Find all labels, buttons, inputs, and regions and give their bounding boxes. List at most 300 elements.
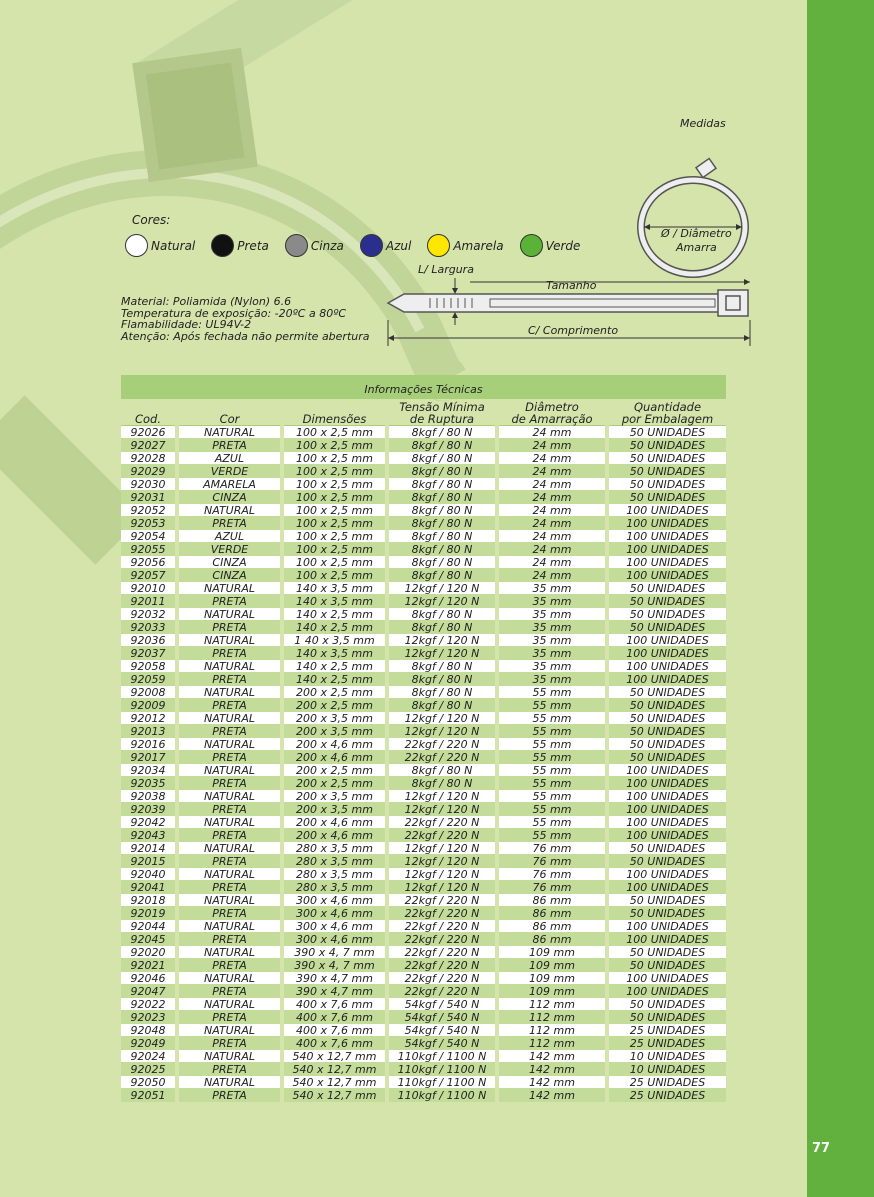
table-cell: 35 mm — [497, 621, 607, 634]
table-cell: 35 mm — [497, 595, 607, 608]
table-cell: 12kgf / 120 N — [387, 868, 497, 881]
table-cell: 92047 — [121, 985, 177, 998]
table-cell: 22kgf / 220 N — [387, 738, 497, 751]
table-row — [121, 959, 726, 972]
table-row — [121, 972, 726, 985]
table-cell: 92039 — [121, 803, 177, 816]
table-cell: AZUL — [177, 452, 282, 465]
color-dot-icon — [285, 234, 308, 257]
table-cell: 8kgf / 80 N — [387, 673, 497, 686]
table-cell: 55 mm — [497, 738, 607, 751]
table-cell: 8kgf / 80 N — [387, 621, 497, 634]
table-cell: 24 mm — [497, 439, 607, 452]
table-cell: 55 mm — [497, 803, 607, 816]
table-cell: NATURAL — [177, 504, 282, 517]
table-cell: 25 UNIDADES — [607, 1076, 726, 1089]
table-cell: 140 x 3,5 mm — [282, 647, 387, 660]
table-cell: 140 x 2,5 mm — [282, 660, 387, 673]
table-header-row — [121, 399, 726, 426]
table-cell: 100 UNIDADES — [607, 933, 726, 946]
table-cell: NATURAL — [177, 1076, 282, 1089]
table-cell: 92033 — [121, 621, 177, 634]
technical-info-table — [121, 375, 726, 1102]
table-cell: PRETA — [177, 725, 282, 738]
table-row — [121, 933, 726, 946]
table-cell: 50 UNIDADES — [607, 998, 726, 1011]
table-cell: 92041 — [121, 881, 177, 894]
color-swatch-cinza — [285, 234, 344, 257]
table-row — [121, 634, 726, 647]
table-cell: 50 UNIDADES — [607, 491, 726, 504]
table-cell: 200 x 4,6 mm — [282, 751, 387, 764]
table-cell: 100 UNIDADES — [607, 660, 726, 673]
table-cell: 200 x 3,5 mm — [282, 803, 387, 816]
table-cell: 100 UNIDADES — [607, 634, 726, 647]
table-cell: 35 mm — [497, 582, 607, 595]
color-label: Amarela — [453, 238, 504, 253]
table-cell: 109 mm — [497, 985, 607, 998]
table-cell: 12kgf / 120 N — [387, 634, 497, 647]
table-cell: 200 x 4,6 mm — [282, 738, 387, 751]
table-cell: 12kgf / 120 N — [387, 855, 497, 868]
table-cell: 92042 — [121, 816, 177, 829]
column-header — [282, 399, 387, 426]
table-cell: NATURAL — [177, 946, 282, 959]
material-specs — [121, 296, 370, 342]
table-row — [121, 530, 726, 543]
table-cell: 25 UNIDADES — [607, 1024, 726, 1037]
table-cell: 50 UNIDADES — [607, 582, 726, 595]
table-cell: 35 mm — [497, 673, 607, 686]
label-medidas: Medidas — [680, 117, 726, 130]
table-cell: 540 x 12,7 mm — [282, 1063, 387, 1076]
table-cell: PRETA — [177, 595, 282, 608]
table-cell: 200 x 4,6 mm — [282, 829, 387, 842]
table-cell: 92044 — [121, 920, 177, 933]
table-cell: 55 mm — [497, 699, 607, 712]
table-cell: 92019 — [121, 907, 177, 920]
column-header-line: Dimensões — [302, 411, 367, 426]
table-cell: 100 UNIDADES — [607, 881, 726, 894]
table-row — [121, 985, 726, 998]
table-cell: NATURAL — [177, 998, 282, 1011]
table-cell: NATURAL — [177, 972, 282, 985]
column-header — [121, 399, 177, 426]
table-cell: 100 x 2,5 mm — [282, 439, 387, 452]
table-cell: 24 mm — [497, 530, 607, 543]
table-cell: NATURAL — [177, 686, 282, 699]
table-cell: 92025 — [121, 1063, 177, 1076]
table-cell: 92057 — [121, 569, 177, 582]
table-body — [121, 426, 726, 1102]
table-row — [121, 504, 726, 517]
table-cell: 92027 — [121, 439, 177, 452]
table-cell: 54kgf / 540 N — [387, 1024, 497, 1037]
table-cell: 92040 — [121, 868, 177, 881]
table-cell: 92018 — [121, 894, 177, 907]
table-row — [121, 660, 726, 673]
table-cell: 540 x 12,7 mm — [282, 1076, 387, 1089]
table-cell: 92011 — [121, 595, 177, 608]
column-header-line: Cor — [219, 411, 240, 426]
table-cell: 12kgf / 120 N — [387, 881, 497, 894]
table-cell: 8kgf / 80 N — [387, 439, 497, 452]
table-cell: 12kgf / 120 N — [387, 647, 497, 660]
table-cell: 50 UNIDADES — [607, 595, 726, 608]
table-cell: PRETA — [177, 855, 282, 868]
table-cell: 55 mm — [497, 751, 607, 764]
table-cell: 8kgf / 80 N — [387, 543, 497, 556]
table-cell: 100 UNIDADES — [607, 517, 726, 530]
table-cell: 55 mm — [497, 790, 607, 803]
table-row — [121, 777, 726, 790]
table-cell: 50 UNIDADES — [607, 842, 726, 855]
table-cell: 86 mm — [497, 894, 607, 907]
table-cell: 92024 — [121, 1050, 177, 1063]
table-cell: 8kgf / 80 N — [387, 504, 497, 517]
table-cell: 24 mm — [497, 569, 607, 582]
table-cell: NATURAL — [177, 920, 282, 933]
column-header-line: de Amarração — [511, 411, 593, 426]
table-cell: 8kgf / 80 N — [387, 517, 497, 530]
table-cell: 12kgf / 120 N — [387, 790, 497, 803]
table-cell: 92048 — [121, 1024, 177, 1037]
table-cell: 100 UNIDADES — [607, 764, 726, 777]
table-row — [121, 686, 726, 699]
table-cell: 22kgf / 220 N — [387, 985, 497, 998]
table-cell: 54kgf / 540 N — [387, 998, 497, 1011]
table-row — [121, 998, 726, 1011]
table-cell: 50 UNIDADES — [607, 465, 726, 478]
table-cell: 12kgf / 120 N — [387, 725, 497, 738]
table-cell: 109 mm — [497, 972, 607, 985]
table-cell: 92029 — [121, 465, 177, 478]
table-cell: 110kgf / 1100 N — [387, 1063, 497, 1076]
table-cell: 12kgf / 120 N — [387, 712, 497, 725]
table-cell: NATURAL — [177, 868, 282, 881]
table-cell: 50 UNIDADES — [607, 959, 726, 972]
table-cell: 92028 — [121, 452, 177, 465]
table-row — [121, 803, 726, 816]
table-cell: 100 x 2,5 mm — [282, 530, 387, 543]
table-cell: 100 UNIDADES — [607, 556, 726, 569]
table-cell: 100 x 2,5 mm — [282, 491, 387, 504]
table-cell: 92023 — [121, 1011, 177, 1024]
table-cell: NATURAL — [177, 842, 282, 855]
table-cell: 300 x 4,6 mm — [282, 920, 387, 933]
table-cell: 92052 — [121, 504, 177, 517]
table-cell: 50 UNIDADES — [607, 712, 726, 725]
table-cell: PRETA — [177, 829, 282, 842]
table-cell: 112 mm — [497, 1037, 607, 1050]
table-cell: 142 mm — [497, 1063, 607, 1076]
table-cell: 24 mm — [497, 491, 607, 504]
table-cell: 22kgf / 220 N — [387, 959, 497, 972]
table-row — [121, 907, 726, 920]
table-cell: 200 x 2,5 mm — [282, 686, 387, 699]
table-cell: 100 UNIDADES — [607, 530, 726, 543]
table-cell: 400 x 7,6 mm — [282, 1037, 387, 1050]
table-cell: 92031 — [121, 491, 177, 504]
table-cell: 25 UNIDADES — [607, 1037, 726, 1050]
table-cell: 50 UNIDADES — [607, 478, 726, 491]
table-cell: 22kgf / 220 N — [387, 751, 497, 764]
table-cell: 390 x 4,7 mm — [282, 985, 387, 998]
measurement-diagram — [380, 110, 760, 350]
table-cell: 25 UNIDADES — [607, 1089, 726, 1102]
table-cell: 50 UNIDADES — [607, 907, 726, 920]
table-cell: 92053 — [121, 517, 177, 530]
table-cell: 8kgf / 80 N — [387, 569, 497, 582]
color-dot-icon — [211, 234, 234, 257]
column-header — [497, 399, 607, 426]
table-cell: 92034 — [121, 764, 177, 777]
table-cell: 8kgf / 80 N — [387, 452, 497, 465]
table-cell: 12kgf / 120 N — [387, 595, 497, 608]
table-cell: 140 x 3,5 mm — [282, 595, 387, 608]
table-cell: 92046 — [121, 972, 177, 985]
table-cell: 8kgf / 80 N — [387, 426, 497, 439]
table-cell: 8kgf / 80 N — [387, 465, 497, 478]
table-cell: 92054 — [121, 530, 177, 543]
table-cell: PRETA — [177, 933, 282, 946]
table-cell: 8kgf / 80 N — [387, 686, 497, 699]
table-cell: 112 mm — [497, 1024, 607, 1037]
table-cell: 100 x 2,5 mm — [282, 517, 387, 530]
table-cell: PRETA — [177, 673, 282, 686]
table-cell: 86 mm — [497, 933, 607, 946]
table-cell: 92043 — [121, 829, 177, 842]
table-row — [121, 1050, 726, 1063]
table-cell: 400 x 7,6 mm — [282, 1011, 387, 1024]
spec-atencao: Atenção: Após fechada não permite abertura — [121, 329, 370, 343]
table-cell: PRETA — [177, 881, 282, 894]
table-cell: 92008 — [121, 686, 177, 699]
table-cell: 35 mm — [497, 660, 607, 673]
table-cell: 100 x 2,5 mm — [282, 465, 387, 478]
table-row — [121, 699, 726, 712]
table-cell: 280 x 3,5 mm — [282, 855, 387, 868]
table-cell: 55 mm — [497, 725, 607, 738]
table-row — [121, 491, 726, 504]
table-cell: PRETA — [177, 699, 282, 712]
table-cell: 50 UNIDADES — [607, 439, 726, 452]
table-cell: 22kgf / 220 N — [387, 894, 497, 907]
table-cell: 100 UNIDADES — [607, 504, 726, 517]
table-row — [121, 920, 726, 933]
table-cell: 92035 — [121, 777, 177, 790]
table-cell: 540 x 12,7 mm — [282, 1050, 387, 1063]
table-cell: 50 UNIDADES — [607, 725, 726, 738]
column-header — [177, 399, 282, 426]
table-row — [121, 868, 726, 881]
table-cell: 55 mm — [497, 686, 607, 699]
table-title: Informações Técnicas — [121, 375, 726, 399]
table-cell: NATURAL — [177, 426, 282, 439]
table-cell: NATURAL — [177, 816, 282, 829]
table-cell: 50 UNIDADES — [607, 946, 726, 959]
color-label: Cinza — [310, 238, 344, 253]
table-row — [121, 439, 726, 452]
table-cell: NATURAL — [177, 764, 282, 777]
table-cell: PRETA — [177, 777, 282, 790]
table-cell: NATURAL — [177, 894, 282, 907]
table-cell: 8kgf / 80 N — [387, 556, 497, 569]
table-row — [121, 881, 726, 894]
table-row — [121, 608, 726, 621]
table-cell: 100 x 2,5 mm — [282, 543, 387, 556]
table-cell: AZUL — [177, 530, 282, 543]
table-cell: 55 mm — [497, 777, 607, 790]
table-cell: 92020 — [121, 946, 177, 959]
table-cell: 50 UNIDADES — [607, 894, 726, 907]
table-cell: 8kgf / 80 N — [387, 608, 497, 621]
table-row — [121, 517, 726, 530]
table-cell: 92030 — [121, 478, 177, 491]
table-cell: 24 mm — [497, 452, 607, 465]
table-row — [121, 556, 726, 569]
color-label: Verde — [545, 238, 581, 253]
table-cell: 50 UNIDADES — [607, 426, 726, 439]
column-header-line: por Embalagem — [621, 411, 714, 426]
table-cell: 100 UNIDADES — [607, 673, 726, 686]
table-cell: 100 UNIDADES — [607, 972, 726, 985]
table-cell: 109 mm — [497, 959, 607, 972]
table-cell: PRETA — [177, 803, 282, 816]
table-cell: 280 x 3,5 mm — [282, 881, 387, 894]
table-cell: 35 mm — [497, 647, 607, 660]
table-cell: 140 x 3,5 mm — [282, 582, 387, 595]
table-row — [121, 582, 726, 595]
table-cell: 200 x 3,5 mm — [282, 790, 387, 803]
table-cell: 55 mm — [497, 816, 607, 829]
table-row — [121, 712, 726, 725]
table-cell: 12kgf / 120 N — [387, 582, 497, 595]
table-cell: 76 mm — [497, 842, 607, 855]
table-cell: 540 x 12,7 mm — [282, 1089, 387, 1102]
table-cell: 24 mm — [497, 478, 607, 491]
table-cell: 35 mm — [497, 608, 607, 621]
table-row — [121, 855, 726, 868]
table-cell: 22kgf / 220 N — [387, 946, 497, 959]
table-cell: 10 UNIDADES — [607, 1063, 726, 1076]
table-cell: NATURAL — [177, 1024, 282, 1037]
label-comprimento: C/ Comprimento — [528, 324, 619, 337]
table-cell: 92055 — [121, 543, 177, 556]
table-row — [121, 647, 726, 660]
color-swatch-natural — [125, 234, 195, 257]
table-cell: 22kgf / 220 N — [387, 829, 497, 842]
table-cell: 100 UNIDADES — [607, 920, 726, 933]
table-row — [121, 426, 726, 439]
table-cell: 112 mm — [497, 998, 607, 1011]
table-cell: 92026 — [121, 426, 177, 439]
table-cell: 390 x 4,7 mm — [282, 972, 387, 985]
label-largura: L/ Largura — [418, 263, 474, 276]
table-cell: NATURAL — [177, 608, 282, 621]
table-cell: PRETA — [177, 907, 282, 920]
cores-label: Cores: — [132, 213, 171, 227]
spec-flamabilidade: Flamabilidade: UL94V-2 — [121, 318, 252, 331]
table-cell: 92015 — [121, 855, 177, 868]
table-row — [121, 764, 726, 777]
table-row — [121, 1076, 726, 1089]
table-cell: 92051 — [121, 1089, 177, 1102]
table-cell: VERDE — [177, 543, 282, 556]
table-cell: 300 x 4,6 mm — [282, 933, 387, 946]
table-cell: 92045 — [121, 933, 177, 946]
table-cell: 100 UNIDADES — [607, 543, 726, 556]
column-header-line: de Ruptura — [409, 411, 475, 426]
table-cell: 35 mm — [497, 634, 607, 647]
table-cell: PRETA — [177, 621, 282, 634]
table-cell: 50 UNIDADES — [607, 621, 726, 634]
table-cell: 92036 — [121, 634, 177, 647]
table-cell: 100 UNIDADES — [607, 803, 726, 816]
table-cell: 390 x 4, 7 mm — [282, 946, 387, 959]
table-row — [121, 1089, 726, 1102]
table-cell: NATURAL — [177, 712, 282, 725]
table-cell: 54kgf / 540 N — [387, 1037, 497, 1050]
table-row — [121, 673, 726, 686]
table-cell: 200 x 2,5 mm — [282, 764, 387, 777]
table-row — [121, 790, 726, 803]
table-row — [121, 1037, 726, 1050]
table-row — [121, 894, 726, 907]
table-cell: NATURAL — [177, 1050, 282, 1063]
table-cell: 8kgf / 80 N — [387, 699, 497, 712]
table-cell: 92056 — [121, 556, 177, 569]
column-header-line: Diâmetro — [525, 400, 579, 414]
table-row — [121, 738, 726, 751]
color-label: Preta — [237, 238, 269, 253]
table-cell: 390 x 4, 7 mm — [282, 959, 387, 972]
color-swatch-preta — [211, 234, 269, 257]
table-cell: 200 x 2,5 mm — [282, 699, 387, 712]
table-row — [121, 751, 726, 764]
table-cell: 100 UNIDADES — [607, 829, 726, 842]
spec-material: Material: Poliamida (Nylon) 6.6 — [121, 295, 292, 308]
table-cell: 110kgf / 1100 N — [387, 1050, 497, 1063]
table-cell: 92032 — [121, 608, 177, 621]
table-cell: 8kgf / 80 N — [387, 478, 497, 491]
table-cell: CINZA — [177, 556, 282, 569]
table-cell: 300 x 4,6 mm — [282, 907, 387, 920]
column-header — [607, 399, 726, 426]
table-cell: 22kgf / 220 N — [387, 907, 497, 920]
table-cell: 10 UNIDADES — [607, 1050, 726, 1063]
table-cell: 92021 — [121, 959, 177, 972]
table-cell: VERDE — [177, 465, 282, 478]
table-cell: 100 x 2,5 mm — [282, 426, 387, 439]
table-row — [121, 478, 726, 491]
table-cell: 92009 — [121, 699, 177, 712]
table-cell: 140 x 2,5 mm — [282, 673, 387, 686]
table-cell: 100 x 2,5 mm — [282, 504, 387, 517]
table-cell: 50 UNIDADES — [607, 699, 726, 712]
table-cell: 55 mm — [497, 764, 607, 777]
table-row — [121, 1024, 726, 1037]
table-cell: PRETA — [177, 1037, 282, 1050]
label-tamanho: Tamanho — [546, 279, 597, 292]
table-cell: PRETA — [177, 1011, 282, 1024]
table-cell: 110kgf / 1100 N — [387, 1076, 497, 1089]
table-cell: 8kgf / 80 N — [387, 764, 497, 777]
table-cell: 50 UNIDADES — [607, 608, 726, 621]
table-cell: 50 UNIDADES — [607, 686, 726, 699]
table-cell: PRETA — [177, 517, 282, 530]
table-cell: 100 UNIDADES — [607, 868, 726, 881]
